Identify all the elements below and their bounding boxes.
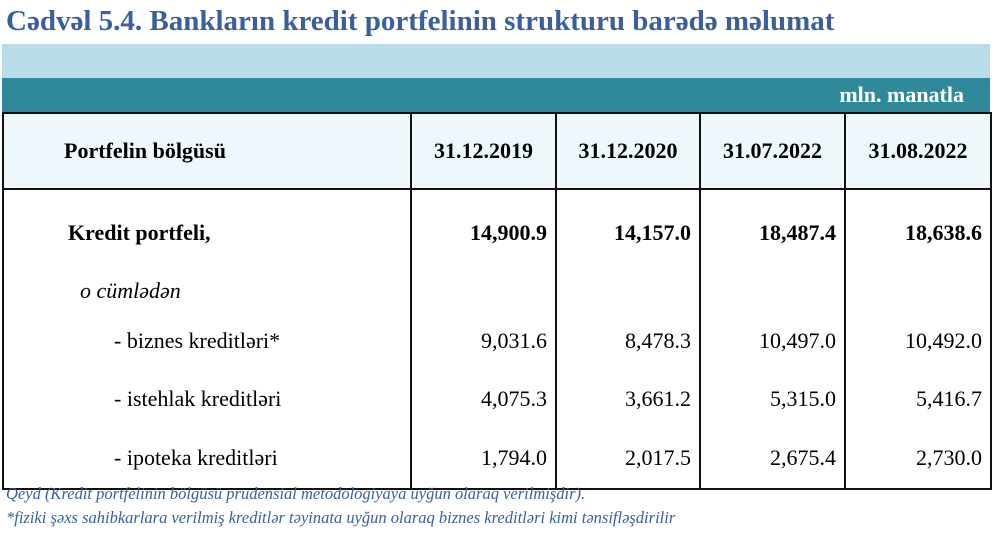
table-cell: 18,638.6: [845, 189, 991, 270]
table-cell: 14,157.0: [556, 189, 700, 270]
table-cell: [556, 270, 700, 312]
column-header-portfolio: Portfelin bölgüsü: [3, 113, 411, 189]
table-cell: 10,497.0: [700, 312, 845, 370]
row-label: - istehlak kreditləri: [3, 370, 411, 428]
table-cell: 8,478.3: [556, 312, 700, 370]
table-cell: 4,075.3: [411, 370, 556, 428]
column-header-2019: 31.12.2019: [411, 113, 556, 189]
footnote-methodology: Qeyd (Kredit portfelinin bölgüsü prudensial metodologiyaya uyğun olaraq verilmişdir).: [6, 484, 586, 503]
row-label: - biznes kreditləri*: [3, 312, 411, 370]
header-band-dark: [2, 78, 990, 112]
table-cell: 10,492.0: [845, 312, 991, 370]
table-row-mortgage: [3, 428, 991, 489]
table-cell: 5,416.7: [845, 370, 991, 428]
row-label: Kredit portfeli,: [3, 189, 411, 270]
column-header-2020: 31.12.2020: [556, 113, 700, 189]
credit-portfolio-table: [2, 112, 992, 490]
table-cell: 2,675.4: [700, 428, 845, 489]
table-row-total: [3, 189, 991, 270]
column-header-jul-2022: 31.07.2022: [700, 113, 845, 189]
table-cell: [411, 270, 556, 312]
header-band-light: [2, 44, 990, 78]
table-cell: [845, 270, 991, 312]
row-label: o cümlədən: [3, 270, 411, 312]
table-cell: 14,900.9: [411, 189, 556, 270]
table-cell: 5,315.0: [700, 370, 845, 428]
footnote-business-credit: *fiziki şəxs sahibkarlara verilmiş kreditlər təyinata uyğun olaraq biznes kreditləri kimi tənsifləşdirilir: [6, 508, 676, 527]
table-row-business: [3, 312, 991, 370]
table-cell: 2,017.5: [556, 428, 700, 489]
row-label: - ipoteka kreditləri: [3, 428, 411, 489]
page-title: Cədvəl 5.4. Bankların kredit portfelinin strukturu barədə məlumat: [6, 5, 835, 37]
header-row: [3, 113, 991, 189]
column-header-aug-2022: 31.08.2022: [845, 113, 991, 189]
table-cell: 9,031.6: [411, 312, 556, 370]
table-cell: 2,730.0: [845, 428, 991, 489]
unit-label: mln. manatla: [839, 82, 964, 107]
table-cell: 1,794.0: [411, 428, 556, 489]
table-cell: 18,487.4: [700, 189, 845, 270]
table-cell: [700, 270, 845, 312]
table-row-including: [3, 270, 991, 312]
table-cell: 3,661.2: [556, 370, 700, 428]
table-row-consumer: [3, 370, 991, 428]
